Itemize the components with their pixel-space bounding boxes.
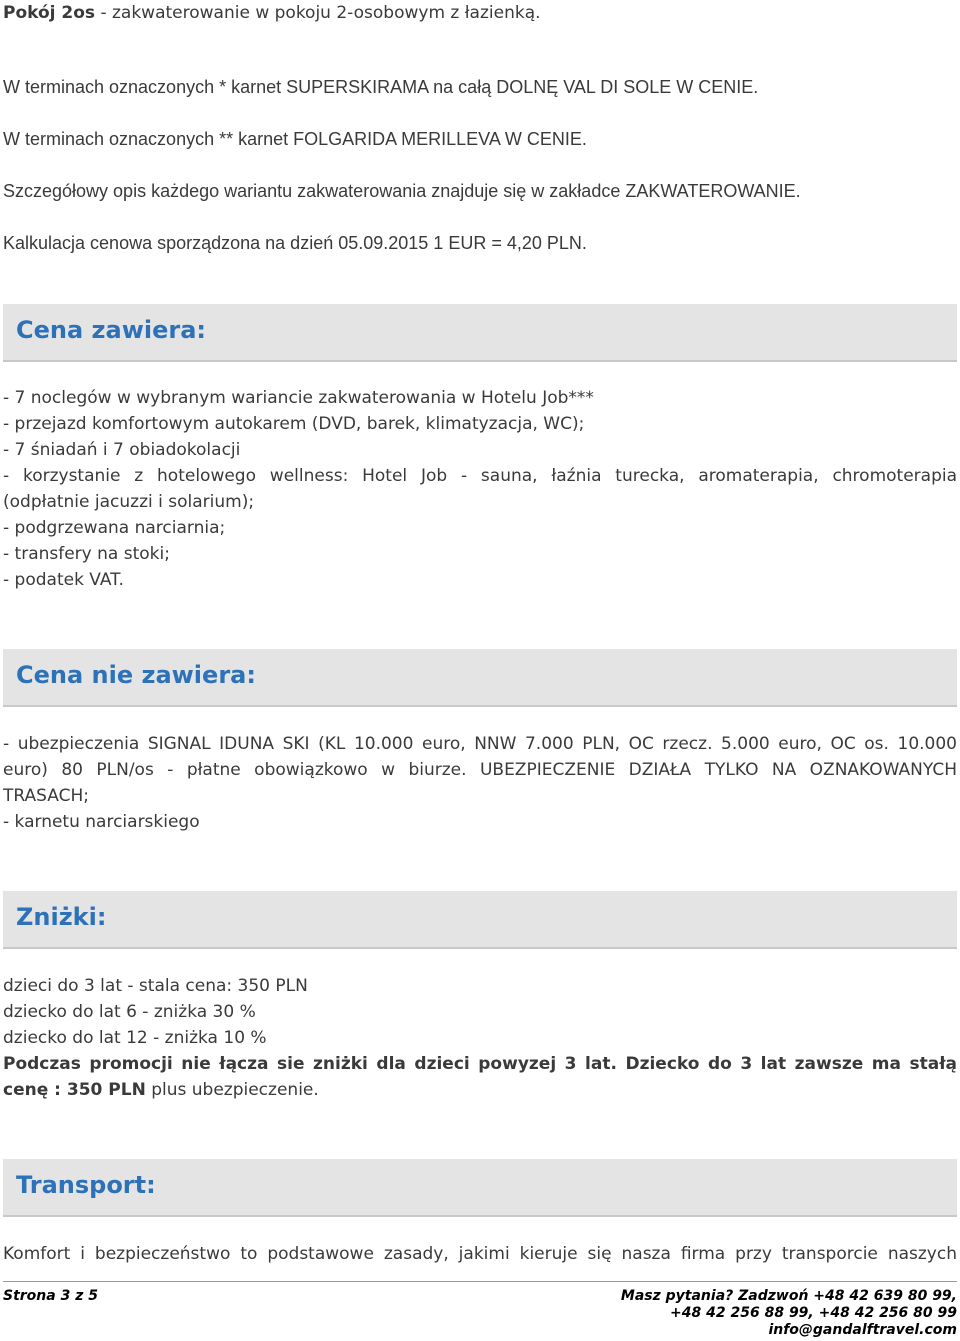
discount-item: dziecko do lat 6 - zniżka 30 % — [3, 1002, 256, 1022]
excludes-title: Cena nie zawiera: — [16, 661, 256, 689]
discount-item: dzieci do 3 lat - stala cena: 350 PLN — [3, 976, 308, 996]
includes-item: - przejazd komfortowym autokarem (DVD, barek, klimatyzacja, WC); — [3, 414, 585, 434]
excludes-item: euro) 80 PLN/os - płatne obowiązkowo w biurze. UBEZPIECZENIE DZIAŁA TYLKO NA OZNAKOWANYCH — [3, 760, 957, 780]
includes-item: (odpłatnie jacuzzi i solarium); — [3, 492, 255, 512]
includes-item: - transfery na stoki; — [3, 544, 170, 564]
contact-phone-line: +48 42 256 88 99, +48 42 256 80 99 — [670, 1305, 957, 1321]
page-number: Strona 3 z 5 — [3, 1288, 98, 1304]
footer-divider — [3, 1281, 957, 1282]
discount-item: dziecko do lat 12 - zniżka 10 % — [3, 1028, 267, 1048]
contact-phone-line: Masz pytania? Zadzwoń +48 42 639 80 99, — [620, 1288, 957, 1304]
includes-item: - podgrzewana narciarnia; — [3, 518, 226, 538]
includes-header — [3, 304, 957, 362]
excludes-header — [3, 649, 957, 707]
exchange-rate-note: Kalkulacja cenowa sporządzona na dzień 05.09.2015 1 EUR = 4,20 PLN. — [3, 233, 587, 253]
superskirama-note: W terminach oznaczonych * karnet SUPERSKIRAMA na całą DOLNĘ VAL DI SOLE W CENIE. — [3, 77, 759, 97]
includes-item: - podatek VAT. — [3, 570, 124, 590]
footer-contact — [621, 1288, 957, 1339]
room-type-label: Pokój 2os — [3, 3, 96, 23]
includes-item: - 7 noclegów w wybranym wariancie zakwaterowania w Hotelu Job*** — [3, 388, 594, 408]
excludes-item: - karnetu narciarskiego — [3, 812, 200, 832]
promo-price: cenę : 350 PLN — [3, 1080, 146, 1100]
excludes-item: - ubezpieczenia SIGNAL IDUNA SKI (KL 10.000 euro, NNW 7.000 PLN, OC rzecz. 5.000 euro, OC os. 10.000 — [3, 734, 957, 754]
contact-email: info@gandalftravel.com — [768, 1322, 957, 1338]
promo-price-rest: plus ubezpieczenie. — [145, 1080, 319, 1100]
transport-header — [3, 1159, 957, 1217]
transport-text: Komfort i bezpieczeństwo to podstawowe zasady, jakimi kieruje się nasza firma przy transporcie naszych — [3, 1244, 957, 1264]
promo-price-line — [3, 1077, 319, 1103]
promo-note: Podczas promocji nie łącza sie zniżki dla dzieci powyzej 3 lat. Dziecko do 3 lat zawsze ma stałą — [3, 1054, 957, 1074]
room-type-description: - zakwaterowanie w pokoju 2-osobowym z łazienką. — [95, 3, 541, 23]
folgarida-note: W terminach oznaczonych ** karnet FOLGARIDA MERILLEVA W CENIE. — [3, 129, 587, 149]
excludes-item: TRASACH; — [3, 786, 89, 806]
discounts-title: Zniżki: — [16, 903, 107, 931]
discounts-header — [3, 891, 957, 949]
includes-item: - 7 śniadań i 7 obiadokolacji — [3, 440, 241, 460]
transport-title: Transport: — [16, 1171, 156, 1199]
includes-title: Cena zawiera: — [16, 316, 206, 344]
room-type-line — [3, 0, 541, 26]
accommodation-note: Szczegółowy opis każdego wariantu zakwaterowania znajduje się w zakładce ZAKWATEROWANIE. — [3, 181, 801, 201]
includes-item: - korzystanie z hotelowego wellness: Hotel Job - sauna, łaźnia turecka, aromaterapia, chromoterapia — [3, 466, 957, 486]
